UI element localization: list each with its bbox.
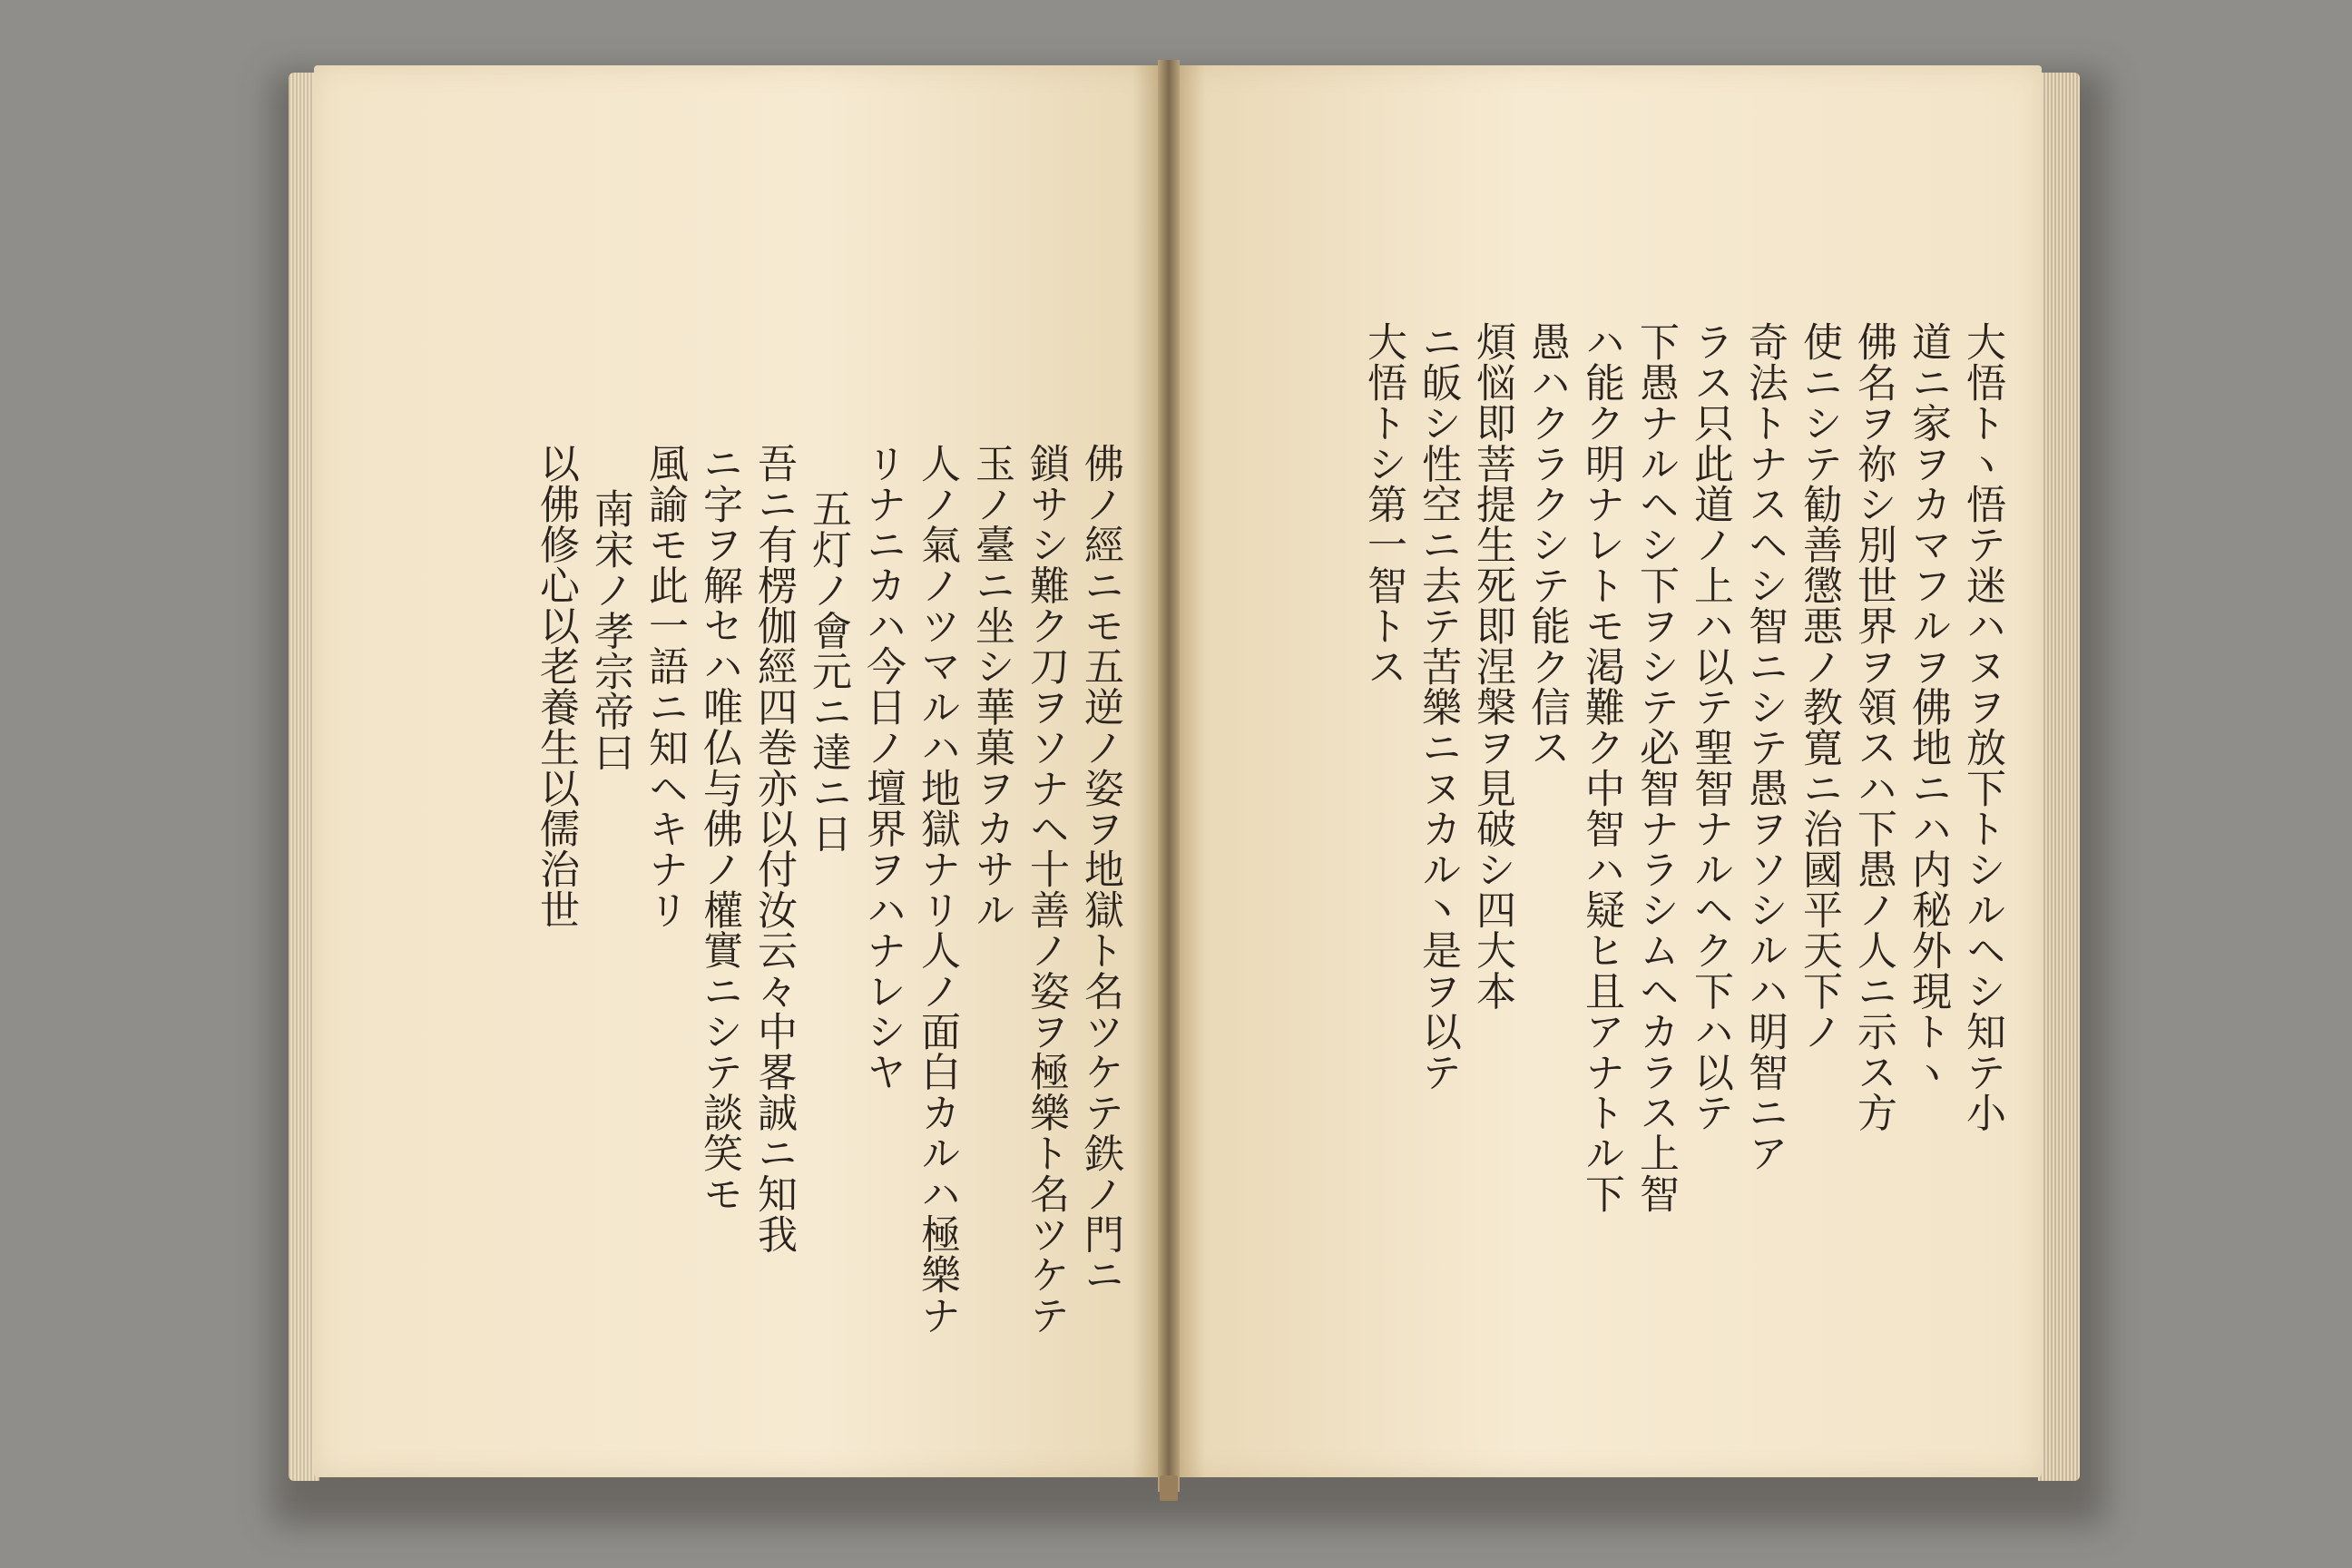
left-column-6: 五灯ノ會元ニ達ニ日 xyxy=(805,488,851,854)
right-column-2: 道ニ家ヲカマフルヲ佛地ニハ内秘外現トヽ xyxy=(1905,321,1951,1093)
left-column-8: ニ字ヲ解セハ唯仏与佛ノ權實ニシテ談笑モ xyxy=(696,443,742,1214)
left-column-11: 以佛修心以老養生以儒治世 xyxy=(533,443,579,930)
right-column-1: 大悟トヽ悟テ迷ハヌヲ放下トシルヘシ知テ小 xyxy=(1959,321,2005,1132)
left-column-2: 鎖サシ難ク刀ヲソナヘ十善ノ姿ヲ極樂ト名ツケテ xyxy=(1023,443,1069,1336)
right-column-6: ラス只此道ノ上ハ以テ聖智ナルヘク下ハ以テ xyxy=(1687,321,1733,1133)
left-column-3: 玉ノ臺ニ坐シ華菓ヲカサル xyxy=(968,443,1014,930)
left-column-10: 南宋ノ孝宗帝曰 xyxy=(587,488,633,772)
right-column-7: 下愚ナルヘシ下ヲシテ必智ナラシムヘカラス上智 xyxy=(1632,321,1679,1214)
right-column-3: 佛名ヲ祢シ別世界ヲ領スハ下愚ノ人ニ示ス方 xyxy=(1850,321,1896,1133)
right-column-11: ニ皈シ性空ニ去テ苦樂ニヌカル丶是ヲ以テ xyxy=(1415,321,1461,1093)
book-gutter xyxy=(1158,60,1180,1492)
left-column-5: リナニカハ今日ノ壇界ヲハナレシヤ xyxy=(859,443,906,1093)
right-column-12: 大悟トシ第一智トス xyxy=(1360,321,1406,687)
open-book xyxy=(289,60,2080,1492)
right-column-4: 使ニシテ勧善懲悪ノ教寛ニ治國平天下ノ xyxy=(1796,321,1842,1052)
right-column-5: 奇法トナスヘシ智ニシテ愚ヲソシルハ明智ニア xyxy=(1741,321,1788,1173)
spine-tailband xyxy=(1160,1475,1178,1501)
right-column-10: 煩悩即菩提生死即涅槃ヲ見破シ四大本 xyxy=(1469,321,1515,1011)
left-column-1: 佛ノ經ニモ五逆ノ姿ヲ地獄ト名ツケテ鉄ノ門ニ xyxy=(1077,443,1123,1295)
right-column-9: 愚ハクラクシテ能ク信ス xyxy=(1524,321,1570,768)
right-page xyxy=(1180,65,2042,1477)
right-page-edges xyxy=(2038,73,2080,1481)
left-column-9: 風諭モ此一語ニ知ヘキナリ xyxy=(642,443,688,930)
left-column-7: 吾ニ有楞伽經四巻亦以付汝云々中畧誠ニ知我 xyxy=(750,443,797,1254)
left-column-4: 人ノ氣ノツマルハ地獄ナリ人ノ面白カルハ極樂ナ xyxy=(914,443,960,1336)
left-page xyxy=(314,65,1158,1477)
right-column-8: ハ能ク明ナレトモ渇難ク中智ハ疑ヒ且アナトル下 xyxy=(1578,321,1624,1214)
